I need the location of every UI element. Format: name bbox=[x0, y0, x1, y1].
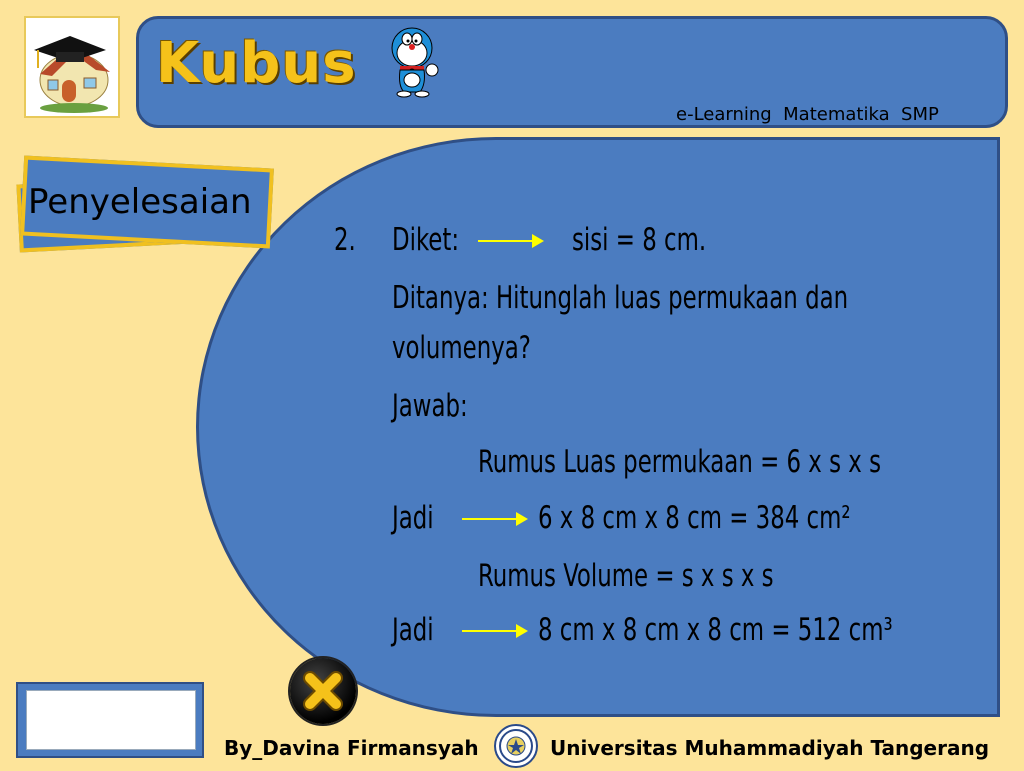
logo bbox=[24, 16, 120, 118]
subtitle: e-Learning Matematika SMP bbox=[676, 104, 939, 125]
jadi-volume-label: Jadi bbox=[392, 612, 434, 648]
footer-institution: Universitas Muhammadiyah Tangerang bbox=[550, 736, 990, 760]
footer-author: By_Davina Firmansyah bbox=[224, 736, 479, 760]
ditanya-line-1: Ditanya: Hitunglah luas permukaan dan bbox=[392, 280, 849, 316]
page-title: Kubus bbox=[156, 31, 357, 96]
close-button[interactable] bbox=[290, 658, 356, 724]
rumus-volume: Rumus Volume = s x s x s bbox=[478, 558, 774, 594]
problem-number: 2. bbox=[334, 222, 356, 258]
section-label: Penyelesaian bbox=[28, 182, 252, 222]
jadi-luas-value: 6 x 8 cm x 8 cm = 384 cm² bbox=[538, 500, 851, 536]
jadi-luas-label: Jadi bbox=[392, 500, 434, 536]
close-icon bbox=[290, 658, 356, 724]
graduation-house-icon bbox=[26, 18, 118, 116]
arrow-icon bbox=[462, 518, 526, 520]
rumus-luas: Rumus Luas permukaan = 6 x s x s bbox=[478, 444, 881, 480]
navigation-box-inner[interactable] bbox=[26, 690, 196, 750]
diket-value: sisi = 8 cm. bbox=[572, 222, 707, 258]
jadi-volume-value: 8 cm x 8 cm x 8 cm = 512 cm³ bbox=[538, 612, 893, 648]
arrow-icon bbox=[478, 240, 542, 242]
jawab-label: Jawab: bbox=[392, 388, 468, 424]
ditanya-line-2: volumenya? bbox=[392, 330, 531, 366]
diket-label: Diket: bbox=[392, 222, 460, 258]
university-seal-icon bbox=[494, 724, 538, 768]
arrow-icon bbox=[462, 630, 526, 632]
doraemon-icon bbox=[384, 26, 444, 98]
